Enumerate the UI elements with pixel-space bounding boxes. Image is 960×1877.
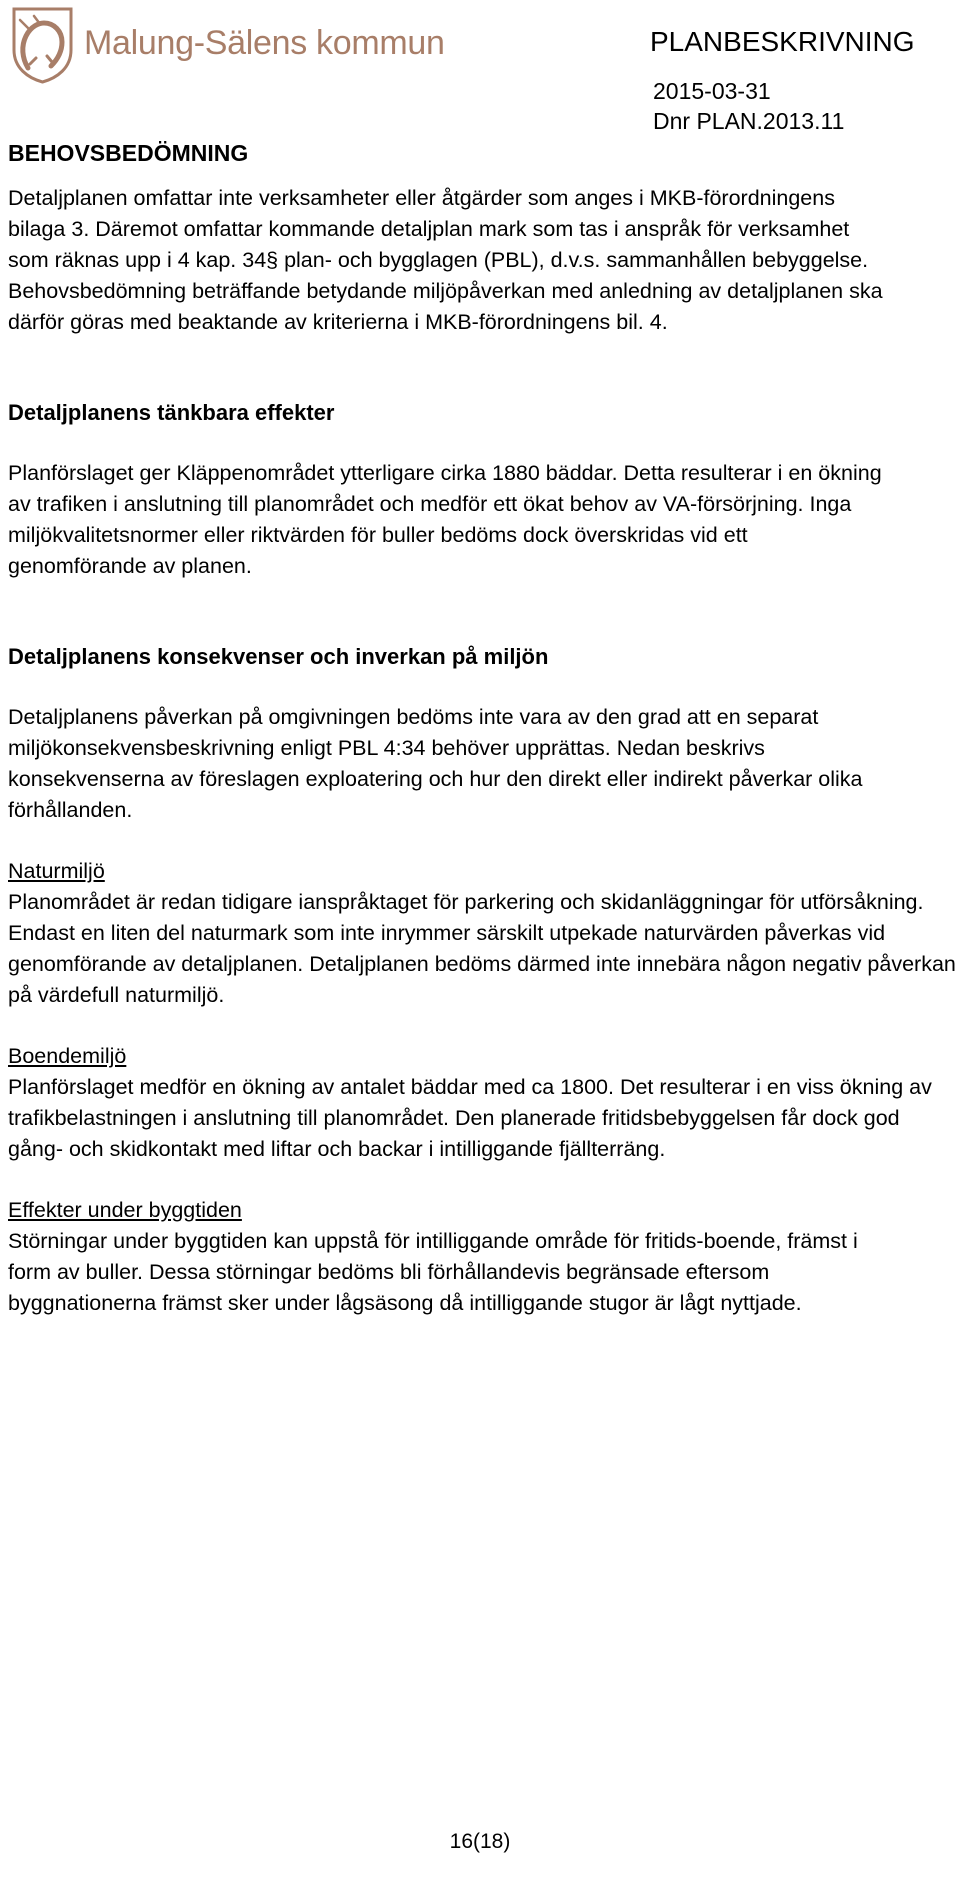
consequences-paragraph: Detaljplanens påverkan på omgivningen bedöms inte vara av den grad att en separat miljökonsekvensbeskrivning enligt PBL 4:34 behöver upprättas. Nedan beskrivs konsekvenserna av föreslagen exploatering och hur den direkt eller indirekt påverkar olika förhållanden. xyxy=(8,705,863,822)
org-name: Malung-Sälens kommun xyxy=(84,24,445,62)
horseshoe-shield-icon xyxy=(10,6,75,84)
document-date: 2015-03-31 xyxy=(653,78,771,104)
page-number: 16(18) xyxy=(449,1830,511,1853)
subsection-text-boendemiljo: Planförslaget medför en ökning av antalet bäddar med ca 1800. Det resulterar i en viss ökning av trafikbelastningen i anslutning till planområdet. Den planerade fritidsbebyggelsen får dock god gång- och skidkontakt med liftar och backar i intilliggande fjällterräng. xyxy=(8,1075,932,1161)
intro-paragraph: Detaljplanen omfattar inte verksamheter eller åtgärder som anges i MKB-förordningens bilaga 3. Däremot omfattar kommande detaljplan mark som tas i anspråk för verksamhet som räknas upp i 4 kap. 34§ plan- och bygglagen (PBL), d.v.s. sammanhållen bebyggelse. Behovsbedömning beträffande betydande miljöpåverkan med anledning av detaljplanen ska därför göras med beaktande av kriterierna i MKB-förordningens bil. 4. xyxy=(8,186,883,334)
subsection-title-naturmiljo: Naturmiljö xyxy=(8,859,105,883)
consequences-heading: Detaljplanens konsekvenser och inverkan på miljön xyxy=(8,644,549,669)
effects-heading: Detaljplanens tänkbara effekter xyxy=(8,400,335,425)
section-title: BEHOVSBEDÖMNING xyxy=(8,140,249,166)
subsection-title-byggtiden: Effekter under byggtiden xyxy=(8,1198,242,1222)
subsection-text-naturmiljo: Planområdet är redan tidigare ianspråktaget för parkering och skidanläggningar för utförsåkning. Endast en liten del naturmark som inte inrymmer särskilt utpekade naturvärden påverkas vid genomförande av detaljplanen. Detaljplanen bedöms därmed inte innebära någon negativ påverkan på värdefull naturmiljö. xyxy=(8,890,956,1007)
subsection-title-boendemiljo: Boendemiljö xyxy=(8,1044,127,1068)
subsection-text-byggtiden: Störningar under byggtiden kan uppstå för intilliggande område för fritids-boende, främst i form av buller. Dessa störningar bedöms bli förhållandevis begränsade eftersom byggnationerna främst sker under lågsäsong då intilliggande stugor är lågt nyttjade. xyxy=(8,1229,858,1315)
document-body xyxy=(8,183,958,1319)
document-dnr: Dnr PLAN.2013.11 xyxy=(653,108,845,134)
effects-paragraph: Planförslaget ger Kläppenområdet ytterligare cirka 1880 bäddar. Detta resulterar i en ökning av trafiken i anslutning till planområdet och medför ett ökat behov av VA-försörjning. Inga miljökvalitetsnormer eller riktvärden för buller bedöms dock överskridas vid ett genomförande av planen. xyxy=(8,461,882,578)
document-type: PLANBESKRIVNING xyxy=(650,26,915,57)
